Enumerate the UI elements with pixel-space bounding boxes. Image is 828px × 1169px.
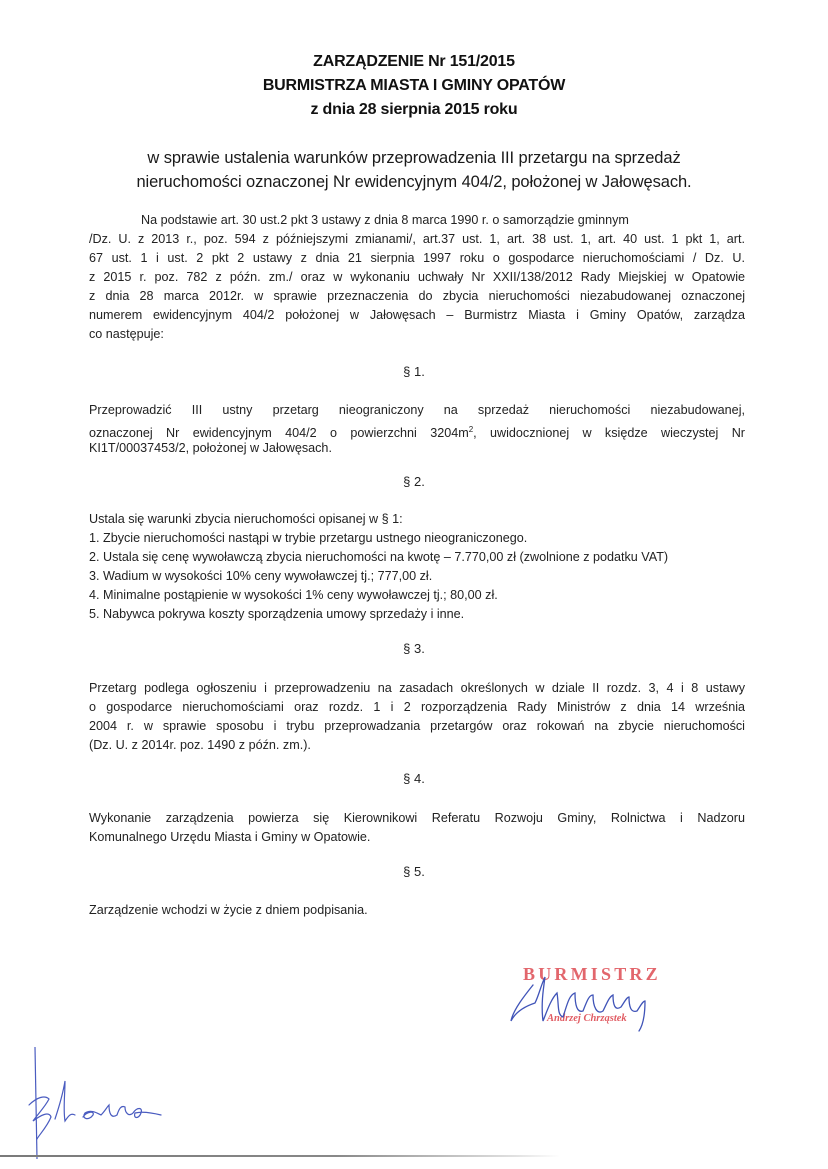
issuer-line: BURMISTRZA MIASTA I GMINY OPATÓW [262, 77, 566, 94]
section-3-heading: § 3. [403, 641, 425, 656]
section-2-intro: Ustala się warunki zbycia nieruchomości opisanej w § 1: [89, 512, 403, 526]
section-5-line: Zarządzenie wchodzi w życie z dniem podpisania. [89, 903, 368, 917]
section-3-line: o gospodarce nieruchomościami oraz rozdz. 1 i 2 rozporządzenia Rady Ministrów z dnia 14 września [89, 700, 745, 714]
section-2-body [89, 510, 745, 624]
preamble-line: Na podstawie art. 30 ust.2 pkt 3 ustawy z dnia 8 marca 1990 r. o samorządzie gminnym [141, 213, 629, 227]
stamp-title: BURMISTRZ [523, 964, 661, 984]
section-1-line: Przeprowadzić III ustny przetarg nieograniczony na sprzedaż nieruchomości niezabudowanej, [89, 403, 745, 417]
section-4-heading: § 4. [403, 771, 425, 786]
date-line: z dnia 28 sierpnia 2015 roku [310, 101, 518, 118]
preamble-line: /Dz. U. z 2013 r., poz. 594 z późniejszymi zmianami/, art.37 ust. 1, art. 38 ust. 1, art. 40 ust. 1 pkt 1, art. [89, 232, 745, 246]
section-5-body [89, 901, 745, 920]
section-2-heading: § 2. [403, 474, 425, 489]
initials-signature [25, 1035, 175, 1160]
preamble-line: co następuje: [89, 327, 164, 341]
subject-line-2: nieruchomości oznaczonej Nr ewidencyjnym 404/2, położonej w Jałowęsach. [136, 173, 692, 191]
initials-signature-graphic [25, 1035, 175, 1160]
condition-item: 2. Ustala się cenę wywoławczą zbycia nieruchomości na kwotę – 7.770,00 zł (zwolnione z podatku VAT) [89, 550, 669, 564]
subject-line-1: w sprawie ustalenia warunków przeprowadzenia III przetargu na sprzedaż [147, 149, 681, 167]
stamp-name: Andrzej Chrząstek [547, 1013, 627, 1024]
section-5-heading: § 5. [403, 864, 425, 879]
signature-stroke [55, 1081, 75, 1121]
document-title: ZARZĄDZENIE Nr 151/2015 [313, 53, 515, 70]
land-register-text: , uwidocznionej w księdze wieczystej Nr [473, 426, 745, 440]
superscript: 2 [468, 425, 474, 434]
section-4-body [89, 809, 745, 847]
condition-item: 5. Nabywca pokrywa koszty sporządzenia umowy sprzedaży i inne. [89, 607, 465, 621]
signature-stroke [29, 1097, 51, 1139]
area-text: oznaczonej Nr ewidencyjnym 404/2 o powierzchni 3204m [89, 426, 469, 440]
mayor-stamp-and-signature [505, 955, 680, 1035]
preamble-line: z dnia 28 marca 2012r. w sprawie przeznaczenia do zbycia nieruchomości niezabudowanej oznaczonej [89, 289, 745, 303]
section-3-line: (Dz. U. z 2014r. poz. 1490 z późn. zm.). [89, 738, 311, 752]
section-4-line: Komunalnego Urzędu Miasta i Gminy w Opatowie. [89, 830, 371, 844]
stamp-signature-graphic [505, 955, 680, 1035]
section-3-line: 2004 r. w sprawie sposobu i trybu przeprowadzania przetargów oraz rokowań na zbycie nieruchomości [89, 719, 745, 733]
preamble-line: 67 ust. 1 i ust. 2 pkt 2 ustawy z dnia 21 sierpnia 1997 roku o gospodarce nieruchomościami / Dz. U. [89, 251, 745, 265]
preamble-line: numerem ewidencyjnym 404/2 położonej w Jałowęsach – Burmistrz Miasta i Gminy Opatów, zarządza [89, 308, 745, 322]
preamble [89, 211, 745, 344]
condition-item: 1. Zbycie nieruchomości nastąpi w trybie przetargu ustnego nieograniczonego. [89, 531, 528, 545]
section-1-heading: § 1. [403, 364, 425, 379]
section-1-body [89, 401, 745, 458]
section-3-body [89, 679, 745, 755]
condition-item: 3. Wadium w wysokości 10% ceny wywoławczej tj.; 777,00 zł. [89, 569, 433, 583]
section-1-line [89, 420, 745, 439]
signature-stroke [83, 1105, 161, 1119]
preamble-line: z 2015 r. poz. 782 z późn. zm./ oraz w wykonaniu uchwały Nr XXII/138/2012 Rady Miejskiej w Opatowie [89, 270, 745, 284]
scan-edge-line [0, 1155, 560, 1157]
signature-stroke [35, 1047, 37, 1159]
section-3-line: Przetarg podlega ogłoszeniu i przeprowadzeniu na zasadach określonych w dziale II rozdz. 3, 4 i 8 ustawy [89, 681, 745, 695]
section-1-line: KI1T/00037453/2, położonej w Jałowęsach. [89, 441, 332, 455]
condition-item: 4. Minimalne postąpienie w wysokości 1% ceny wywoławczej tj.; 80,00 zł. [89, 588, 498, 602]
section-4-line: Wykonanie zarządzenia powierza się Kierownikowi Referatu Rozwoju Gminy, Rolnictwa i Nadzoru [89, 811, 745, 825]
